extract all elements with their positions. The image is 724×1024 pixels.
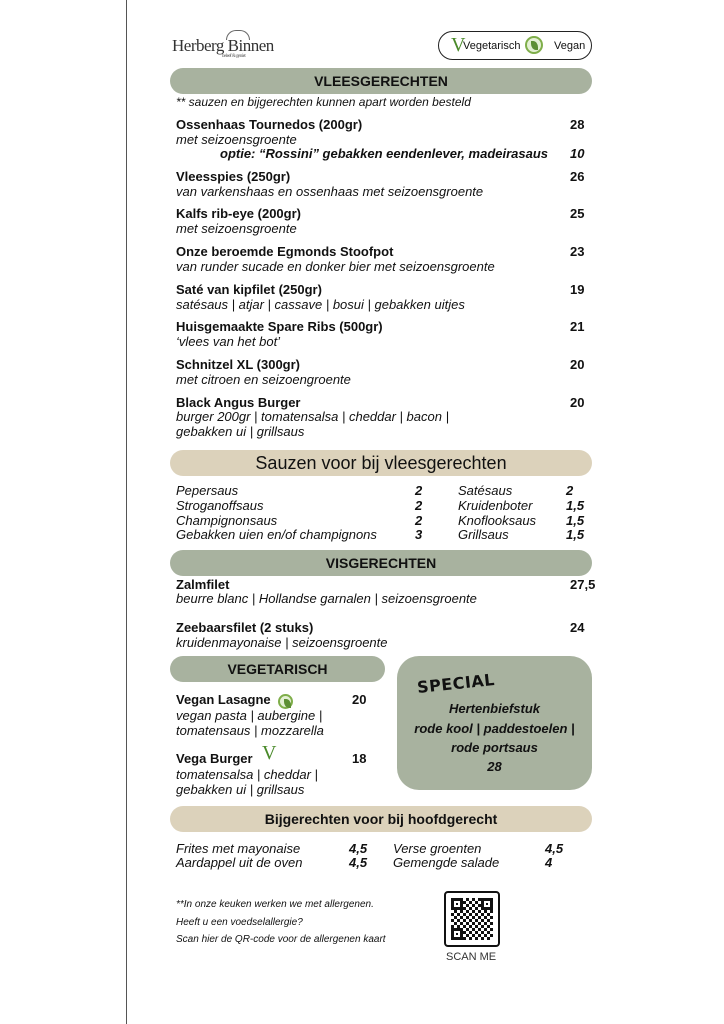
sauce-price: 2 xyxy=(415,483,423,498)
section-header-sauces: Sauzen voor bij vleesgerechten xyxy=(170,450,592,476)
sauce-price: 1,5 xyxy=(566,498,585,513)
dish-option: optie: “Rossini” gebakken eendenlever, madeirasaus xyxy=(220,146,549,161)
sauce-name: Stroganoffsaus xyxy=(176,498,264,513)
dish-name: Kalfs rib-eye (200gr) xyxy=(176,206,301,221)
side-price: 4,5 xyxy=(349,841,368,856)
dish-name: Zalmfilet xyxy=(176,577,230,592)
sauce-name: Satésaus xyxy=(458,483,513,498)
vegetarian-icon: V xyxy=(451,34,466,56)
side-name: Gemengde salade xyxy=(393,855,500,870)
dish-desc: tomatensalsa | cheddar | xyxy=(176,767,318,782)
dish-option-price: 10 xyxy=(570,146,585,161)
side-name: Verse groenten xyxy=(393,841,482,856)
side-price: 4,5 xyxy=(545,841,564,856)
sauce-price: 1,5 xyxy=(566,513,585,528)
logo: Herberg Binnen beleef & geniet xyxy=(172,36,274,56)
special-desc: rode kool | paddestoelen | xyxy=(414,721,575,736)
dish-desc: tomatensaus | mozzarella xyxy=(176,723,324,738)
dish-price: 20 xyxy=(570,395,585,410)
dish-name: Schnitzel XL (300gr) xyxy=(176,357,301,372)
qr-code[interactable] xyxy=(444,891,500,947)
side-name: Aardappel uit de oven xyxy=(176,855,303,870)
sauce-price: 2 xyxy=(566,483,574,498)
vegan-icon xyxy=(278,694,293,709)
dish-name: Zeebaarsfilet (2 stuks) xyxy=(176,620,314,635)
dish-desc: gebakken ui | grillsaus xyxy=(176,782,305,797)
sauce-name: Knoflooksaus xyxy=(458,513,537,528)
sauce-name: Gebakken uien en/of champignons xyxy=(176,527,377,542)
sauce-price: 3 xyxy=(415,527,423,542)
sauce-price: 2 xyxy=(415,498,423,513)
dish-name: Ossenhaas Tournedos (200gr) xyxy=(176,117,363,132)
dish-price: 18 xyxy=(352,751,367,766)
allergen-note: Heeft u een voedselallergie? xyxy=(176,917,303,928)
dish-desc: van varkenshaas en ossenhaas met seizoensgroente xyxy=(176,184,484,199)
dish-name: Huisgemaakte Spare Ribs (500gr) xyxy=(176,319,383,334)
legend-vegan: Vegan xyxy=(554,40,586,52)
dish-desc: met seizoensgroente xyxy=(176,132,297,147)
dish-price: 21 xyxy=(570,319,585,334)
dish-desc: burger 200gr | tomatensalsa | cheddar | bacon | xyxy=(176,409,449,424)
meat-note: ** sauzen en bijgerechten kunnen apart worden besteld xyxy=(176,95,471,109)
dish-desc: van runder sucade en donker bier met seizoensgroente xyxy=(176,259,495,274)
diet-legend xyxy=(438,31,592,60)
dish-price: 19 xyxy=(570,282,585,297)
vegan-icon xyxy=(525,36,543,54)
special-tag: SPECIAL xyxy=(416,669,496,698)
dish-desc: met citroen en seizoengroente xyxy=(176,372,351,387)
section-header-fish: VISGERECHTEN xyxy=(170,550,592,576)
allergen-note: Scan hier de QR-code voor de allergenen kaart xyxy=(176,934,386,945)
dish-price: 28 xyxy=(570,117,585,132)
dish-name: Black Angus Burger xyxy=(176,395,301,410)
sauce-name: Pepersaus xyxy=(176,483,239,498)
dish-desc: gebakken ui | grillsaus xyxy=(176,424,305,439)
side-name: Frites met mayonaise xyxy=(176,841,301,856)
dish-desc: met seizoensgroente xyxy=(176,221,297,236)
section-header-vegetarian: VEGETARISCH xyxy=(170,656,385,682)
dish-price: 20 xyxy=(352,692,367,707)
dish-price: 26 xyxy=(570,169,585,184)
sauce-price: 1,5 xyxy=(566,527,585,542)
sauce-price: 2 xyxy=(415,513,423,528)
dish-desc: satésaus | atjar | cassave | bosui | gebakken uitjes xyxy=(176,297,465,312)
sauce-name: Champignonsaus xyxy=(176,513,278,528)
dish-price: 27,5 xyxy=(570,577,596,592)
allergen-note: **In onze keuken werken we met allergenen. xyxy=(176,899,374,910)
side-price: 4,5 xyxy=(349,855,368,870)
dish-price: 25 xyxy=(570,206,585,221)
dish-price: 23 xyxy=(570,244,585,259)
special-box xyxy=(397,656,592,790)
special-desc: rode portsaus xyxy=(451,740,538,755)
sauce-name: Grillsaus xyxy=(458,527,509,542)
dish-name: Vegan Lasagne xyxy=(176,692,271,707)
section-header-meat: VLEESGERECHTEN xyxy=(170,68,592,94)
sauce-name: Kruidenboter xyxy=(458,498,533,513)
dish-name: Saté van kipfilet (250gr) xyxy=(176,282,322,297)
dish-price: 24 xyxy=(570,620,585,635)
legend-vegetarian: Vegetarisch xyxy=(463,40,521,52)
dish-name: Vega Burger xyxy=(176,751,253,766)
special-name: Hertenbiefstuk xyxy=(448,701,541,716)
vegetarian-icon: V xyxy=(262,742,277,764)
dish-desc: kruidenmayonaise | seizoensgroente xyxy=(176,635,388,650)
dish-desc: vegan pasta | aubergine | xyxy=(176,708,323,723)
section-header-sides: Bijgerechten voor bij hoofdgerecht xyxy=(170,806,592,832)
scan-me-label: SCAN ME xyxy=(446,951,497,963)
page-border xyxy=(126,0,127,1024)
dish-price: 20 xyxy=(570,357,585,372)
dish-desc: beurre blanc | Hollandse garnalen | seizoensgroente xyxy=(176,591,477,606)
side-price: 4 xyxy=(545,855,553,870)
dish-name: Vleesspies (250gr) xyxy=(176,169,291,184)
dish-name: Onze beroemde Egmonds Stoofpot xyxy=(176,244,394,259)
dish-desc: ‘vlees van het bot’ xyxy=(176,334,281,349)
special-price: 28 xyxy=(487,759,502,774)
